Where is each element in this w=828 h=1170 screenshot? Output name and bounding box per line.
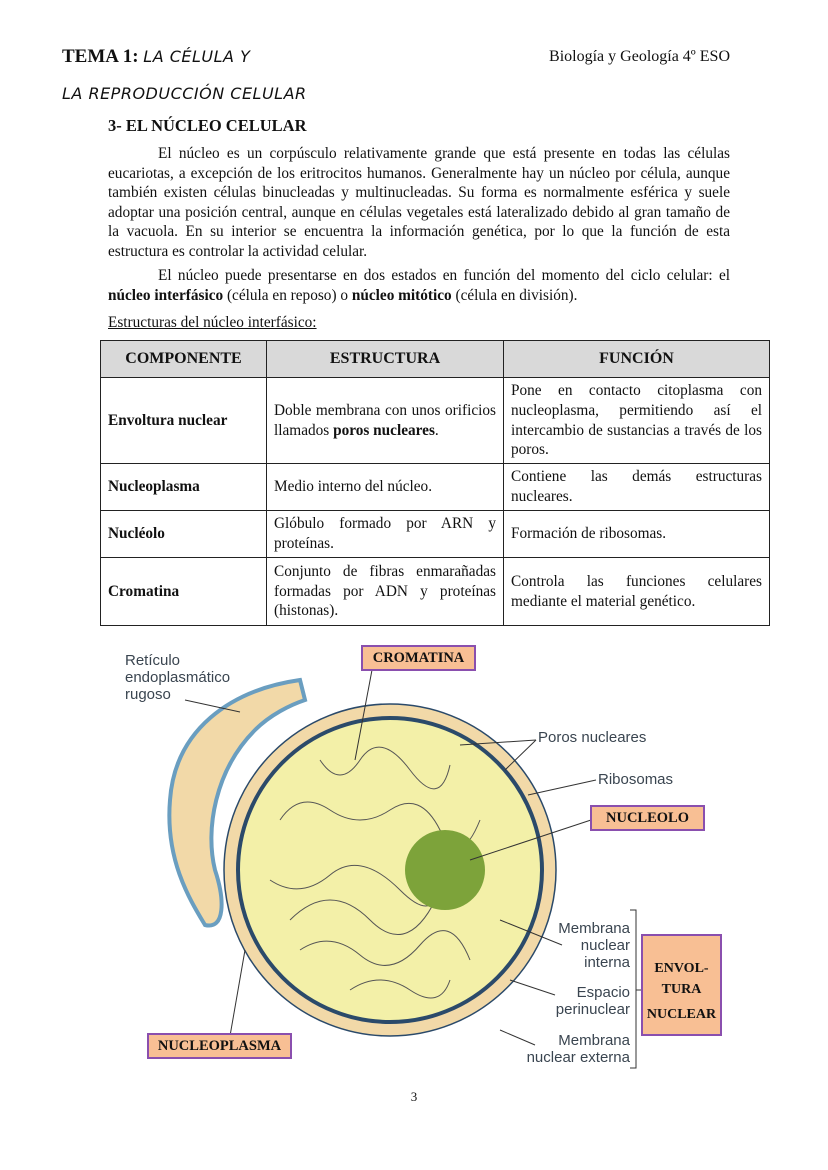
cell-funcion: Pone en contacto citoplasma con nucleoplasma, permitiendo así el intercambio de sustancias a través de los poros. bbox=[504, 378, 770, 464]
label-nucleoplasma: NUCLEOPLASMA bbox=[147, 1033, 292, 1059]
topic-number: TEMA 1 bbox=[62, 46, 133, 67]
label-line: NUCLEAR bbox=[646, 1007, 717, 1022]
label-rough-er bbox=[125, 652, 230, 703]
label-poros-nucleares: Poros nucleares bbox=[538, 729, 647, 746]
header-funcion: FUNCIÓN bbox=[504, 341, 770, 378]
text: (célula en reposo) o bbox=[223, 286, 352, 304]
text: (célula en división). bbox=[451, 286, 578, 304]
label-line: nuclear externa bbox=[526, 1049, 630, 1066]
label-cromatina: CROMATINA bbox=[361, 645, 476, 671]
page-number: 3 bbox=[410, 1089, 418, 1104]
label-line: Membrana bbox=[558, 1032, 630, 1049]
label-line: Espacio bbox=[576, 984, 630, 1001]
topic-title-line2: LA REPRODUCCIÓN CELULAR bbox=[62, 84, 307, 103]
label-membrana-externa bbox=[500, 1032, 630, 1066]
label-membrana-interna bbox=[520, 920, 630, 971]
cell-funcion: Formación de ribosomas. bbox=[504, 511, 770, 558]
text: Doble membrana con unos orificios llamados bbox=[274, 401, 496, 439]
label-line: rugoso bbox=[125, 686, 171, 703]
cell-estructura: Conjunto de fibras enmarañadas formadas por ADN y proteínas (histonas). bbox=[267, 558, 504, 626]
cell-estructura: Medio interno del núcleo. bbox=[267, 464, 504, 511]
header-estructura: ESTRUCTURA bbox=[267, 341, 504, 378]
label-ribosomas: Ribosomas bbox=[598, 771, 674, 788]
cell-componente: Cromatina bbox=[101, 558, 267, 626]
label-line: ENVOL- bbox=[654, 961, 709, 976]
label-line: perinuclear bbox=[555, 1001, 630, 1018]
cell-funcion: Contiene las demás estructuras nucleares. bbox=[504, 464, 770, 511]
label-line: endoplasmático bbox=[125, 669, 231, 686]
cell-componente: Nucléolo bbox=[101, 511, 267, 558]
cell-componente: Nucleoplasma bbox=[101, 464, 267, 511]
label-line: Retículo bbox=[125, 652, 181, 669]
label-line: interna bbox=[584, 954, 630, 971]
label-line: TURA bbox=[661, 982, 702, 997]
topic-title-line1: LA CÉLULA Y bbox=[143, 47, 251, 66]
text: . bbox=[434, 421, 439, 439]
section-title: 3- EL NÚCLEO CELULAR bbox=[108, 116, 307, 135]
topic-separator: : bbox=[132, 46, 144, 67]
text: El núcleo puede presentarse en dos estados en función del momento del ciclo celular: el bbox=[158, 267, 730, 284]
subject-label: Biología y Geología 4º ESO bbox=[549, 48, 730, 65]
header-componente: COMPONENTE bbox=[101, 341, 267, 378]
table-caption: Estructuras del núcleo interfásico: bbox=[108, 314, 317, 331]
bold-term: núcleo interfásico bbox=[108, 286, 224, 304]
label-envoltura-nuclear bbox=[641, 934, 722, 1036]
inner-nuclear-membrane bbox=[238, 718, 542, 1022]
cell-funcion: Controla las funciones celulares mediante el material genético. bbox=[504, 558, 770, 626]
paragraph-intro-text: El núcleo es un corpúsculo relativamente grande que está presente en todas las células eucariotas, a excepción de los eritrocitos humanos. Generalmente hay un núcleo por célula, aunque también existen células binucleadas y multinucleadas. Su forma es normalmente esférica y suele adoptar una posición central, aunque en células vegetales está lateralizado debido al gran tamaño de la vacuola. En su interior se encuentra la información genética, por lo que la función de esta estructura es controlar la actividad celular. bbox=[108, 145, 730, 260]
cell-componente: Envoltura nuclear bbox=[101, 378, 267, 464]
label-line: Membrana bbox=[558, 920, 630, 937]
cell-estructura: Glóbulo formado por ARN y proteínas. bbox=[267, 511, 504, 558]
bold-term: núcleo mitótico bbox=[351, 286, 452, 304]
label-line: nuclear bbox=[580, 937, 630, 954]
nucleolus-illustration bbox=[405, 830, 485, 910]
label-nucleolo: NUCLEOLO bbox=[590, 805, 705, 831]
label-espacio-perinuclear bbox=[520, 984, 630, 1018]
bold-term: poros nucleares bbox=[333, 421, 435, 439]
